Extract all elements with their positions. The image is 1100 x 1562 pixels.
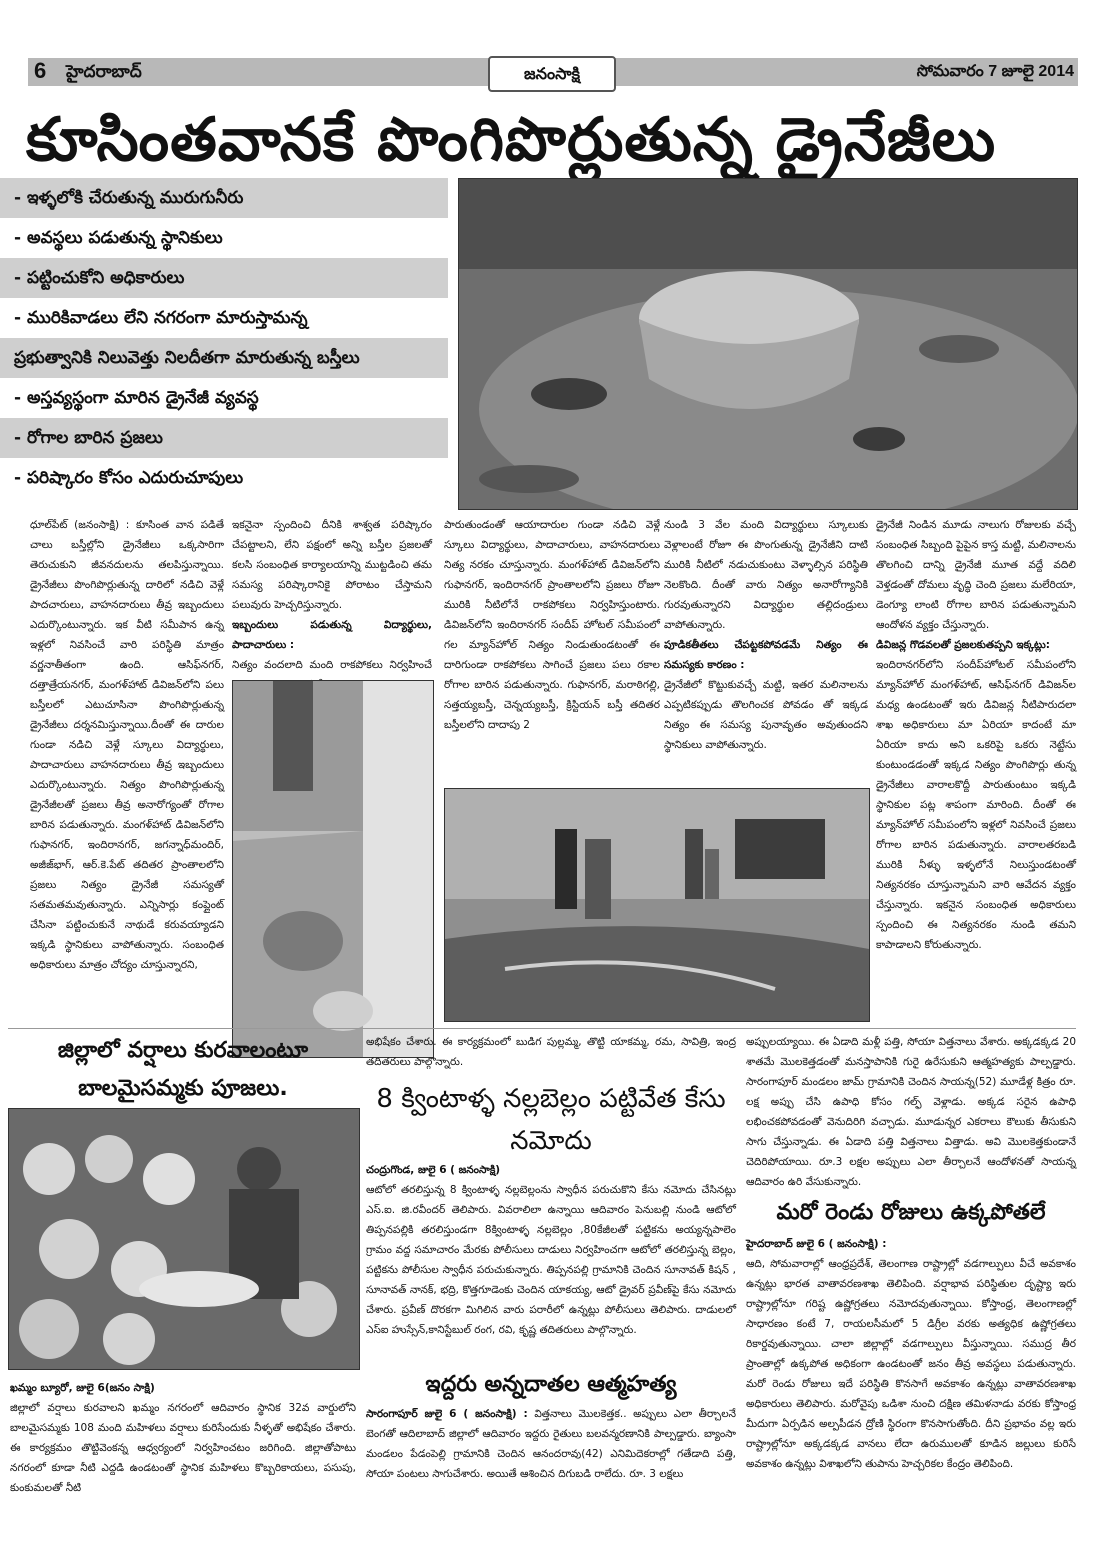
- bullet-item: ప్రభుత్వానికి నిలువెత్తు నిలదీతగా మారుతున్న బస్తీలు: [0, 338, 448, 378]
- heat-body-text: ఆది, సోమవారాల్లో ఆంధ్రప్రదేశ్, తెలంగాణ రాష్ట్రాల్లో వడగాల్పులు వీచే అవకాశం ఉన్నట్లు భారత వాతావరణశాఖ తెలిపింది. వర్షాభావ పరిస్థితుల దృష్ట్యా ఇరు రాష్ట్రాల్లోనూ గరిష్ట ఉష్ణోగ్రతలు నమోదవుతున్నాయి. కోస్తాంధ్ర, తెలంగాణల్లో సాధారణం కంటే 7, రాయలసీమలో 5 డిగ్రీల వరకు అత్యధిక ఉష్ణోగ్రతలు రికార్డవుతున్నాయి. చాలా జిల్లాల్లో వడగాల్పులు వీస్తున్నాయి. సముద్ర తీర ప్రాంతాల్లో ఉక్కపోత అధికంగా ఉండటంతో జనం తీవ్ర అవస్థలు పడుతున్నారు. మరో రెండు రోజులు ఇదే పరిస్థితి కొనసాగే అవకాశం ఉన్నట్లు వాతావరణశాఖ అధికారులు తెలిపారు. మరోవైపు ఒడిశా నుంచి దక్షిణ తమిళనాడు వరకు కోస్తాంధ్ర మీదుగా ఏర్పడిన అల్పపీడన ద్రోణి స్థిరంగా కొనసాగుతోంది. దీని ప్రభావం వల్ల ఇరు రాష్ట్రాల్లోనూ అక్కడక్కడ వానలు లేదా ఉరుములతో కూడిన జల్లులు కురిసే అవకాశం ఉన్నట్లు విశాఖలోని తుపాను హెచ్చరికల కేంద్రం తెలిపింది.: [746, 1258, 1076, 1470]
- article-column-4-text: నుండి 3 వేల మంది విద్యార్థులు స్కూలుకు వెళ్లాలంటే రోజూ ఈ పొంగుతున్న డ్రైనేజీని దాటి మురికి నీటిలో నడుచుకుంటు వెళ్ళాల్సిన పరిస్థితి నెలకొంది. దీంతో వారు నిత్యం అనారోగ్యానికి గురవుతున్నారని విద్యార్థుల తల్లిదండ్రులు వాపోతున్నారు.: [664, 519, 868, 631]
- jaggery-dateline: చంద్రుగొండ, జులై 6 ( జనంసాక్షి): [366, 1164, 501, 1176]
- bullet-item: - రోగాల బారిన ప్రజలు: [0, 418, 448, 458]
- article-subhead-desilting: పూడికతీతలు చేపట్టకపోవడమే నిత్యం ఈ సమస్యకు కారణం :: [664, 639, 868, 671]
- headline-bullets: [0, 178, 448, 498]
- manhole-photo: [458, 178, 1078, 510]
- jaggery-story-body: [366, 1160, 736, 1340]
- pooja-body-text: జిల్లాలో వర్షాలు కురవాలని ఖమ్మం నగరంలో ఆదివారం స్థానిక 32వ వార్డులోని బాలమైసమ్మకు 108 మంది మహిళలు వర్షాలు కురిసేందుకు నీళ్ళతో అభిషేకం చేశారు. ఈ కార్యక్రమం తొట్టివెంకన్న ఆధ్వర్యంలో నిర్వహించటం జరిగింది. జిల్లాతోపాటు నగరంలో కూడా నీటి ఎద్దడి ఉండటంతో స్థానిక మహిళలు కొబ్బరికాయలు, పసుపు, కుంకుమలతో నీటి: [10, 1402, 356, 1494]
- flooded-street-photo: [444, 788, 870, 1022]
- section-divider: [8, 1028, 1076, 1029]
- article-column-1: ధూల్‌పేట్ (జనంసాక్షి) : కూసింత వాన పడితే చాలు బస్తీల్లోని డ్రైనేజీలు ఒక్కసారిగా తెరుచుకుని జీవనదులను తలపిస్తున్నాయి. డ్రైనేజీలు పొంగిపొర్లుతున్న దారిలో నడిచి వెళ్లే పాదచారులు, వాహనదారులు తీవ్ర ఇబ్బందులు ఎదుర్కొంటున్నారు. ఇక వీటి సమీపాన ఉన్న ఇళ్లలో నివసించే వారి పరిస్థితి మాత్రం వర్ణనాతీతంగా ఉంది. ఆసిఫ్‌నగర్, దత్తాత్రేయనగర్, మంగళ్‌హాట్ డివిజన్‌లోని పలు బస్తీలలో ఎటుచూసినా పొంగిపొర్లుతున్న డ్రైనేజీలు దర్శనమిస్తున్నాయి.దీంతో ఈ దారుల గుండా నడిచి వెళ్లే స్కూలు విద్యార్థులు, పాదాచారులు వాహనదారులు తీవ్ర ఇబ్బందులు ఎదుర్కొంటున్నారు. నిత్యం పొంగిపొర్లుతున్న డ్రైనేజీలతో ప్రజలు తీవ్ర అనారోగ్యంతో రోగాల బారిన పడుతున్నారు. మంగళ్‌హాట్ డివిజన్‌లోని గుఫానగర్, ఇందిరానగర్, జగన్నాధ్‌మందిర్, అజీజ్‌భాగ్, ఆర్.కె.పేట్ తదితర ప్రాంతాలలోని ప్రజలు నిత్యం డ్రైనేజీ సమస్యతో సతమతమవుతున్నారు. ఎన్నిసార్లు కంప్లైంట్ చేసినా పట్టించుకునే నాథుడే కరువయ్యాడని ఇక్కడి స్థానికులు వాపోతున్నారు. సంబంధిత అధికారులు మాత్రం చోద్యం చూస్తున్నారని,: [30, 519, 224, 971]
- pooja-title-line-2: బాలమైసమ్మకు పూజలు.: [78, 1076, 288, 1101]
- heat-story-body: [746, 1234, 1076, 1474]
- jaggery-story-title: 8 క్వింటాళ్ళ నల్లబెల్లం పట్టివేత కేసు నమోదు: [376, 1084, 726, 1156]
- article-column-3: పారుతుండంతో ఆయాదారుల గుండా నడిచి వెళ్లే స్కూలు విద్యార్థులు, పాదాచారులు, వాహనదారులు నిత్య నరకం చూస్తున్నారు. మంగళ్‌హాట్ డివిజన్‌లోని గుఫానగర్, ఇందిరానగర్ ప్రాంతాలలోని ప్రజలు రోజూ మురికి నీటిలోనే రాకపోకలు నిర్వహిస్తుంటారు. డివిజన్‌లోని ఇందిరానగర్ సందీప్ హోటల్ సమీపంలో గల మ్యాన్‌హోల్ నిత్యం నిండుతుండటంతో ఈ దారిగుండా రాకపోకలు సాగించే ప్రజలు పలు రకాల రోగాల బారిన పడుతున్నారు. గుఫానగర్, మరాఠిగల్లి, సత్తయ్యబస్తీ, చెన్నయ్యబస్తీ, క్రిస్టియన్ బస్తీ తదితర బస్తీలలోని దాదాపు 2: [444, 519, 660, 731]
- page-number: 6: [34, 58, 47, 83]
- article-column-2-text-b: నిత్యం వందలాది మంది రాకపోకలు నిర్వహించే: [232, 659, 432, 671]
- heat-story-title: మరో రెండు రోజులు ఉక్కపోతలే: [776, 1200, 1046, 1225]
- article-column-4-text-b: డ్రైనేజీలో కొట్టుకువచ్చే మట్టి, ఇతర మలినాలను ఎప్పటికప్పుడు తొలగించక పోవడం తో ఇక్కడ నిత్యం ఈ సమస్య పునావృతం అవుతుందని స్థానికులు వాపోతున్నారు.: [664, 679, 868, 751]
- pooja-title-line-1: జిల్లాలో వర్షాలు కురవాలంటూ: [57, 1038, 309, 1063]
- pooja-photo: [8, 1108, 360, 1370]
- farmers-story-title: ఇద్దరు అన్నదాతల ఆత్మహత్య: [425, 1372, 677, 1397]
- jaggery-body-text: ఆటోలో తరలిస్తున్న 8 క్వింటాళ్ళ నల్లబెల్లంను స్వాధీన పరుచుకొని కేసు నమోదు చేసినట్లు ఎస్.ఐ. జి.రవీందర్ తెలిపారు. వివరాలిలా ఉన్నాయి ఆదివారం పెనుబల్లి నుండి ఆటోలో తిప్పనపల్లికి తరలిస్తుండగా 8క్వింటాళ్ళ నల్లబెల్లం ,80కేజీలతో పట్టికను అయ్యన్నపాలెం గ్రామం వద్ద సమాచారం మేరకు పోలీసులు దాడులు నిర్వహించగా ఆటోలో తరలిస్తున్న బెల్లం, పట్టికను పోలీసుల స్వాధీన పరుచుకున్నారు. తిప్పనపల్లి గ్రామానికి చెందిన సూనావత్ కిషన్ , సూనావత్ నానక్, భద్రి, కొత్తగూడెంకు చెందిన యాకయ్య, ఆటో డ్రైవర్ ప్రవీణ్‌పై కేసు నమోదు చేశారు. ప్రవీణ్ దొరకగా మిగిలిన వారు పరారీలో ఉన్నట్లు పోలీసులు తెలిపారు. దాడులలో ఎస్ఐ హుస్సేన్,కానిస్టేబుల్ రంగ, రవి, కృష్ణ తదితరులు పాల్గొన్నారు.: [366, 1184, 736, 1336]
- article-subhead-students: ఇబ్బందులు పడుతున్న విద్యార్థులు, పాదాచారులు :: [232, 619, 432, 651]
- pooja-story-continued: అభిషేకం చేశారు. ఈ కార్యక్రమంలో బుడిగ పుల్లమ్మ, తొట్టి యాకమ్మ, రమ, సావిత్రి, ఇంద్ర తదితరులు పాల్గొన్నారు.: [366, 1036, 736, 1068]
- bullet-item: - అస్తవ్యస్థంగా మారిన డ్రైనేజీ వ్యవస్థ: [14, 388, 259, 408]
- article-subhead-divisions: డివిజన్ల గొడవలతో ప్రజలకుతప్పని ఇక్కట్లు:: [876, 639, 1050, 651]
- bullet-item: - పరిష్కారం కోసం ఎదురుచూపులు: [14, 468, 244, 488]
- heat-dateline: హైదరాబాద్ జులై 6 ( జనంసాక్షి) :: [746, 1238, 887, 1250]
- article-column-5: [876, 515, 1076, 955]
- bullet-item: - ఇళ్ళలోకి చేరుతున్న మురుగునీరు: [0, 178, 448, 218]
- article-column-5-text-b: ఇందిరానగర్‌లోని సందీప్‌హోటల్ సమీపంలోని మ్యాన్‌హోల్ మంగళ్‌హాట్, ఆసిఫ్‌నగర్ డివిజన్‌ల మధ్య ఉండటంతో ఇరు డివిజన్ల నీటిపారుదలా శాఖ అధికారులు మా ఏరియా కాదంటే మా ఏరియా కాదు అని ఒకరిపై ఒకరు నెట్టేసు కుంటుండడంతో ఇక్కడ నిత్యం పొంగిపొర్లు తున్న డ్రైనేజీలు వారాలకొద్దీ పారుతుంటుం ఇక్కడి స్థానికుల పట్ల శాపంగా మారింది. దీంతో ఈ మ్యాన్‌హోల్ సమీపంలోని ఇళ్లలో నివసించే ప్రజలు రోగాల బారిన పడుతున్నారు. వారాలతరబడి మురికి నీళ్ళు ఇళ్ళలోనే నిలుస్తుండటంతో నిత్యనరకం చూస్తున్నామని వారి ఆవేదన వ్యక్తం చేస్తున్నారు. ఇకనైన సంబంధిత అధికారులు స్పందించి ఈ నిత్యనరకం నుండి తమని కాపాడాలని కోరుతున్నారు.: [876, 659, 1076, 951]
- farmers-story-continued: అప్పులయ్యాయి. ఈ ఏడాది మళ్లీ పత్తి, సోయా విత్తనాలు వేశారు. అక్కడక్కడ 20 శాతమే మొలకెత్తడంతో మనస్తాపానికి గురై ఉరేసుకుని ఆత్మహత్యకు పాల్పడ్డారు. సారంగాపూర్ మండలం జామ్ గ్రామానికి చెందిన సాయన్న(52) మూడేళ్ల కిత్రం రూ. లక్ష అప్పు చేసి ఉపాధి కోసం గల్ఫ్ వెళ్లాడు. అక్కడ సరైన ఉపాధి లభించకపోవడంతో వెనుదిరిగి వచ్చాడు. మూడున్నర ఎకరాలు కౌలుకు తీసుకుని సాగు చేస్తున్నాడు. ఈ ఏడాది పత్తి విత్తనాలు విత్తాడు. అవి మొలకెత్తకుండానే చెదిరిపోయాయి. రూ.3 లక్షల అప్పులు ఎలా తీర్చాలనే ఆందోళనతో సాయన్న ఆదివారం ఉరి వేసుకున్నారు.: [746, 1036, 1076, 1188]
- drain-photo: [232, 680, 434, 1058]
- newspaper-masthead: జనంసాక్షి: [488, 56, 616, 92]
- farmers-body-text: విత్తనాలు మొలకెత్తక.. అప్పులు ఎలా తీర్చాలనే బెంగతో ఆదిలాబాద్ జిల్లాలో ఆదివారం ఇద్దరు రైతులు బలవన్మరణానికి పాల్పడ్డారు. బ్యాంసా మండలం పేడంపెల్లి గ్రామానికి చెందిన ఆనందరావు(42) ఎనిమిదెకరాల్లో గతేడాది పత్తి, సోయా పంటలు సాగుచేశారు. అయితే ఆశించిన దిగుబడి రాలేదు. రూ. 3 లక్షలు: [366, 1408, 737, 1480]
- pooja-story-title: [8, 1032, 358, 1108]
- bullet-item: - అవస్థలు పడుతున్న స్థానికులు: [14, 228, 223, 248]
- section-city: హైదరాబాద్: [66, 62, 142, 82]
- article-column-4: [664, 515, 868, 755]
- article-column-2: [232, 515, 432, 695]
- farmers-story-body: [366, 1404, 736, 1484]
- pooja-dateline: ఖమ్మం బ్యూరో, జులై 6(జనం సాక్షి): [10, 1382, 155, 1394]
- bullet-item: - పట్టించుకోని అధికారులు: [0, 258, 448, 298]
- farmers-dateline: సారంగాపూర్ జులై 6 ( జనంసాక్షి) :: [366, 1408, 528, 1420]
- main-headline: కూసింతవానకే పొంగిపొర్లుతున్న డ్రైనేజీలు: [26, 105, 997, 175]
- article-column-2-text: ఇకనైనా స్పందించి దీనికి శాశ్వత పరిష్కారం చేపట్టాలని, లేని పక్షంలో అన్ని బస్తీల ప్రజలతో కలసి సంబంధిత కార్యాలయాన్ని ముట్టడించి తమ సమస్య పరిష్కారానికై పోరాటం చేస్తామని పలువురు హెచ్చరిస్తున్నారు.: [232, 519, 432, 611]
- pooja-story-body: [10, 1378, 356, 1498]
- bullet-item: - మురికివాడలు లేని నగరంగా మారుస్తామన్న: [14, 308, 308, 328]
- edition-date: సోమవారం 7 జూలై 2014: [916, 63, 1074, 80]
- article-column-5-text: డ్రైనేజీ నిండిన మూడు నాలుగు రోజులకు వచ్చే సంబంధిత సిబ్బంది పైపైన కాస్త మట్టి, మలినాలను తొలగించి దాన్ని డ్రైనేజీ మూత వద్దే వదిలి వెళ్తడంతో దోమలు వృద్ధి చెంది ప్రజలు మలేరియా, డెంగ్యూ లాంటి రోగాల బారిన పడుతున్నామని ఆందోళన వ్యక్తం చేస్తున్నారు.: [876, 519, 1076, 631]
